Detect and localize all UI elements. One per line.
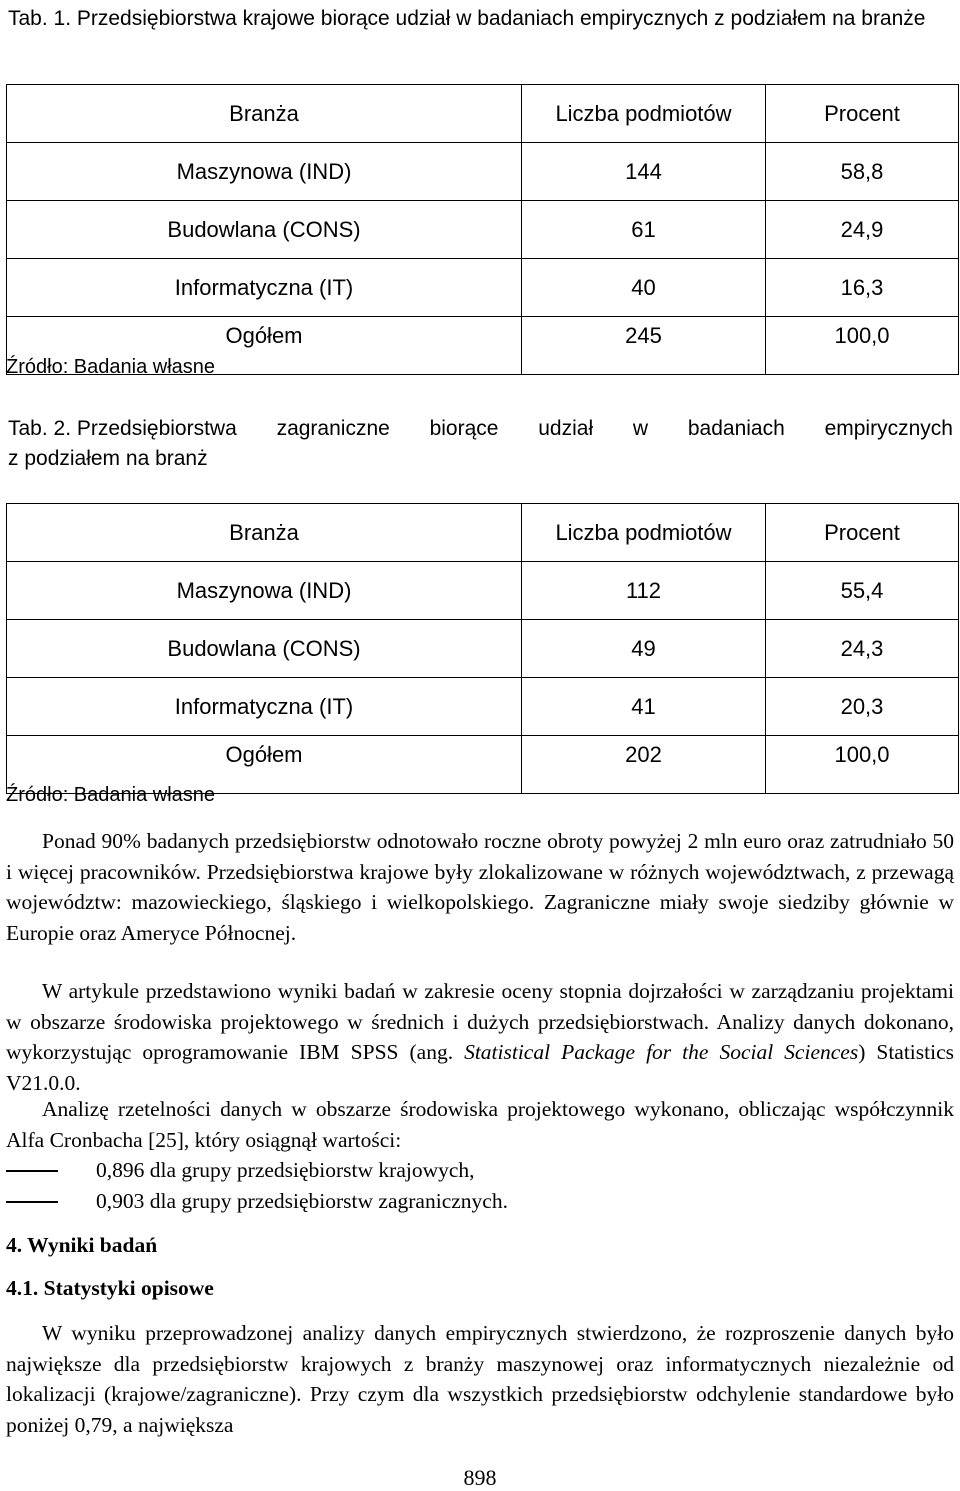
subsection-heading: 4.1. Statystyki opisowe	[6, 1276, 214, 1300]
table1	[6, 84, 959, 375]
bullet-text: 0,903 dla grupy przedsiębiorstw zagranicznych.	[96, 1189, 508, 1213]
header-cell: Liczba podmiotów	[522, 85, 766, 143]
table-cell: 245	[522, 317, 766, 375]
header-cell: Procent	[766, 504, 959, 562]
section-heading: 4. Wyniki badań	[6, 1233, 158, 1257]
table-cell: 100,0	[766, 736, 959, 794]
table-cell: Maszynowa (IND)	[7, 562, 522, 620]
paragraph-3: Analizę rzetelności danych w obszarze środowiska projektowego wykonano, obliczając współczynnik Alfa Cronbacha [25], który osiągnął wartości:	[6, 1097, 954, 1152]
table-cell: Budowlana (CONS)	[7, 620, 522, 678]
dash-bullet-icon	[6, 1201, 58, 1203]
bullet-item	[6, 1186, 508, 1217]
caption-word: w	[632, 417, 649, 440]
table2	[6, 503, 959, 794]
table-row	[7, 620, 959, 678]
caption-word: empirycznych	[824, 417, 953, 440]
table2-source: Źródło: Badania własne	[6, 784, 216, 806]
page-number: 898	[463, 1465, 497, 1490]
caption-word: Tab. 2. Przedsiębiorstwa	[8, 417, 237, 440]
table2-caption	[8, 414, 953, 474]
table-cell: 41	[522, 678, 766, 736]
table-cell: 202	[522, 736, 766, 794]
table-cell: Budowlana (CONS)	[7, 201, 522, 259]
table-cell: 40	[522, 259, 766, 317]
table1-caption: Tab. 1. Przedsiębiorstwa krajowe biorące udział w badaniach empirycznych z podziałem na branże	[8, 7, 926, 30]
paragraph-2-text-a: W artykule przedstawiono wyniki badań w zakresie oceny stopnia dojrzałości w zarządzaniu projektami w obszarze środowiska projektowego w średnich i dużych przedsiębiorstwach. Analizy danych dokonano, wykorzystując oprogramowanie IBM SPSS (ang.	[6, 979, 954, 1064]
table-cell: 112	[522, 562, 766, 620]
caption-word: biorące	[429, 417, 499, 440]
table-header-row	[7, 85, 959, 143]
caption-word: zagraniczne	[276, 417, 390, 440]
table-cell: 20,3	[766, 678, 959, 736]
header-cell: Procent	[766, 85, 959, 143]
table-cell: 16,3	[766, 259, 959, 317]
header-cell: Branża	[7, 85, 522, 143]
paragraph-4: W wyniku przeprowadzonej analizy danych empirycznych stwierdzono, że rozproszenie danych było największe dla przedsiębiorstw krajowych z branży maszynowej oraz informatycznych niezależnie od lokalizacji (krajowe/zagraniczne). Przy czym dla wszystkich przedsiębiorstw odchylenie standardowe było poniżej 0,79, a największa	[6, 1321, 954, 1437]
header-cell: Branża	[7, 504, 522, 562]
table-cell: Ogółem	[7, 317, 522, 375]
table-cell: 55,4	[766, 562, 959, 620]
paragraph-2-text-b: ) Statistics V21.0.0.	[6, 1040, 955, 1095]
paragraph-1: Ponad 90% badanych przedsiębiorstw odnotowało roczne obroty powyżej 2 mln euro oraz zatrudniało 50 i więcej pracowników. Przedsiębiorstwa krajowe były zlokalizowane w różnych województwach, z przewagą województw: mazowieckiego, śląskiego i wielkopolskiego. Zagraniczne miały swoje siedziby głównie w Europie oraz Ameryce Północnej.	[6, 829, 954, 945]
table1-source: Źródło: Badania własne	[6, 356, 216, 378]
table-cell: 24,3	[766, 620, 959, 678]
table-row	[7, 201, 959, 259]
table-cell: 24,9	[766, 201, 959, 259]
table-header-row	[7, 504, 959, 562]
bullet-text: 0,896 dla grupy przedsiębiorstw krajowych,	[96, 1158, 475, 1182]
table-cell: Informatyczna (IT)	[7, 259, 522, 317]
table-row	[7, 143, 959, 201]
table-cell: Maszynowa (IND)	[7, 143, 522, 201]
bullet-item	[6, 1155, 475, 1186]
dash-bullet-icon	[6, 1170, 58, 1172]
table-cell: Ogółem	[7, 736, 522, 794]
caption-word: badaniach	[687, 417, 785, 440]
header-cell: Liczba podmiotów	[522, 504, 766, 562]
table-row	[7, 259, 959, 317]
caption-word: udział	[538, 417, 594, 440]
table-row	[7, 562, 959, 620]
table-cell: 49	[522, 620, 766, 678]
table-cell: 61	[522, 201, 766, 259]
table-cell: 144	[522, 143, 766, 201]
paragraph-2	[6, 976, 954, 1098]
table-cell: 58,8	[766, 143, 959, 201]
table-cell: 100,0	[766, 317, 959, 375]
table-cell: Informatyczna (IT)	[7, 678, 522, 736]
table2-caption-line1	[8, 414, 953, 444]
table-row	[7, 678, 959, 736]
table2-caption-line2: z podziałem na branż	[8, 447, 208, 470]
paragraph-2-italic: Statistical Package for the Social Sciences	[464, 1040, 859, 1064]
